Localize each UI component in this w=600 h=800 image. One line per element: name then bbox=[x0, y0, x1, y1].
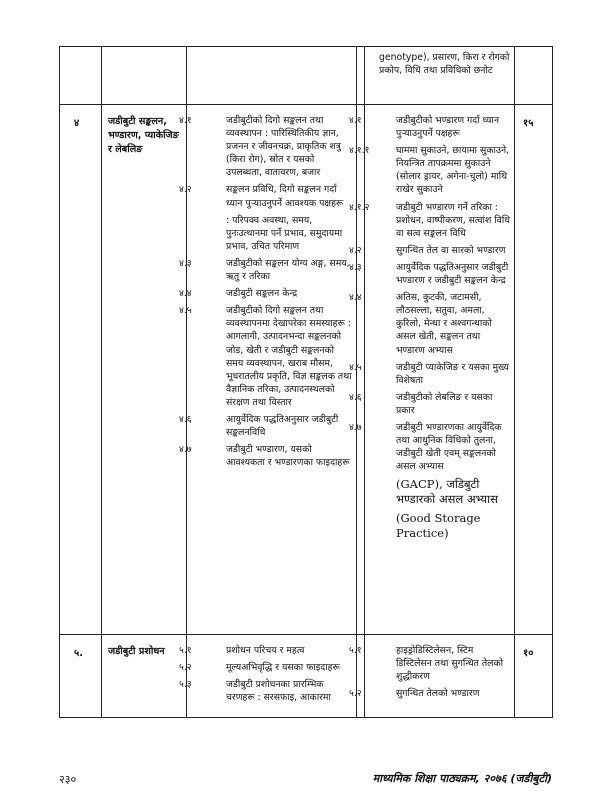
list-item bbox=[349, 391, 510, 417]
topic-cell: जडीबुटी प्रशोधन bbox=[102, 635, 187, 718]
list-item bbox=[179, 413, 352, 439]
item-text: जडीबुटी सङ्कलन केन्द्र bbox=[226, 288, 298, 300]
list-item bbox=[199, 214, 352, 253]
item-text: घाममा सुकाउने, छायामा सुकाउने, नियन्त्रित तापक्रममा सुकाउने (सोलार ड्रायर, अगेना-चुलो) माथि राखेर सुकाउने bbox=[396, 145, 510, 196]
list-item bbox=[349, 644, 510, 683]
item-number: ५.१ bbox=[179, 645, 192, 656]
item-number: ५.२ bbox=[179, 662, 192, 674]
item-text: अतिस, कुटकी, जटामसी, लौठसल्ला, सतुवा, अमला, कुरिलो, मेन्था र अश्वगन्धाको असल खेती, सङ्कलन तथा भण्डारण अभ्यास bbox=[396, 292, 492, 356]
column-separator bbox=[357, 47, 365, 105]
item-text: (Good Storage Practice) bbox=[396, 511, 481, 541]
list-item bbox=[179, 304, 352, 409]
list-item bbox=[179, 661, 352, 674]
list-item bbox=[349, 144, 510, 196]
item-text: : परिपक्व अवस्था, समय, पुनःउत्थानमा पर्ने प्रभाव, समुदायमा प्रभाव, उचित परिमाण bbox=[226, 214, 343, 252]
sn-cell: ४ bbox=[60, 105, 102, 635]
item-text: सुगन्धित तेल वा सारको भण्डारण bbox=[396, 244, 506, 256]
list-item bbox=[369, 511, 510, 541]
table-row bbox=[60, 635, 553, 718]
practical-list bbox=[349, 644, 514, 700]
practical-cell bbox=[349, 105, 515, 635]
sn-cell: ५. bbox=[60, 635, 102, 718]
item-text: हाइड्रोडिस्टिलेसन, स्टिम डिस्टिलेसन तथा सुगन्धित तेलको शुद्धीकरण bbox=[396, 645, 504, 683]
footer-title: माध्यमिक शिक्षा पाठ्यक्रम, २०७६ (जडीबुटी) bbox=[372, 772, 552, 785]
item-number: ५.३ bbox=[179, 679, 192, 691]
list-item bbox=[349, 361, 510, 387]
theory-list bbox=[179, 114, 356, 469]
list-item bbox=[179, 114, 352, 179]
item-text: आयुर्वेदिक पद्धतिअनुसार जडीबुटी सङ्कलनविधि bbox=[226, 413, 339, 439]
item-text: (GACP), जडिबुटी भण्डारको असल अभ्यास bbox=[396, 477, 498, 507]
item-number: ४.५ bbox=[349, 361, 362, 373]
hours-cell: १० bbox=[515, 635, 553, 718]
curriculum-table bbox=[59, 46, 553, 718]
item-text: जडीबुटी भण्डारण गर्ने तरिका : प्रशोधन, वाष्पीकरण, सत्वांश विधि वा सत्व सङ्कलन विधि bbox=[396, 201, 510, 239]
topic-cell bbox=[102, 47, 187, 105]
practical-list bbox=[349, 114, 514, 541]
item-number: ५.२ bbox=[349, 688, 362, 700]
list-item bbox=[179, 678, 352, 704]
theory-cell bbox=[187, 47, 357, 105]
item-text: जडीबुटीको भण्डारण गर्दा ध्यान पुऱ्याउनुपर्ने पक्षहरू bbox=[396, 115, 499, 140]
item-number: ४.२ bbox=[349, 244, 362, 256]
list-item bbox=[179, 644, 352, 657]
item-number: ४.१ bbox=[179, 115, 192, 126]
prev-row-text: genotype), प्रसारण, किरा र रोगको प्रकोप, विधि तथा प्रविधिको छनोट bbox=[379, 52, 510, 77]
hours-cell bbox=[515, 47, 553, 105]
item-number: ४.५ bbox=[179, 305, 192, 317]
item-text: जडीबुटी प्याकेजिङ र यसका मुख्य विशेषता bbox=[396, 361, 509, 386]
practical-cell bbox=[365, 47, 515, 105]
list-item bbox=[349, 244, 510, 257]
item-number: ४.७ bbox=[349, 421, 362, 433]
item-number: ४.३ bbox=[349, 261, 362, 273]
list-item bbox=[369, 477, 510, 507]
item-text: आयुर्वेदिक पद्धतिअनुसार जडीबुटी भण्डारण र जडीबुटी सङ्कलन केन्द्र bbox=[396, 261, 509, 287]
list-item bbox=[349, 114, 510, 140]
item-number: ४.३ bbox=[179, 257, 192, 269]
table-row bbox=[60, 105, 553, 635]
item-number: ४.१ bbox=[349, 115, 362, 126]
list-item bbox=[179, 183, 352, 209]
item-number: ४.१.२ bbox=[349, 201, 370, 213]
list-item bbox=[349, 291, 510, 356]
theory-cell bbox=[179, 105, 357, 635]
item-number: ४.१.१ bbox=[349, 145, 370, 157]
item-text: जडीबुटी प्रशोधनका प्रारम्भिक चरणहरू : सरसफाइ, आकारमा bbox=[226, 679, 331, 704]
item-number: ४.२ bbox=[179, 184, 192, 196]
list-item bbox=[349, 201, 510, 240]
list-item bbox=[349, 421, 510, 473]
sn-cell bbox=[60, 47, 102, 105]
item-number: ५.१ bbox=[349, 645, 362, 656]
page-number: २३० bbox=[59, 773, 77, 786]
hours-cell: १५ bbox=[515, 105, 553, 635]
item-number: ४.४ bbox=[349, 292, 362, 304]
list-item bbox=[349, 261, 510, 287]
item-text: जडीबुटी भण्डारणका आयुर्वेदिक तथा आधुनिक विधिको तुलना, जडीबुटी खेती एवम् सङ्कलनको असल अभ्यास bbox=[396, 421, 502, 473]
item-text: सङ्कलन प्रविधि, दिगो सङ्कलन गर्दा ध्यान पुऱ्याउनुपर्ने आवश्यक पक्षहरू bbox=[226, 184, 344, 209]
list-item bbox=[179, 443, 352, 469]
item-text: जडीबुटीको दिगो सङ्कलन तथा व्यवस्थापनमा देखापरेका समस्याहरू : आगलागी, उत्पादनभन्दा सङ्कलनको जोड, खेती र जडीबुटी सङ्कलनको समय व्यवस्थापन, खराब मौसम, भूधरातलीय प्रकृति, विज्ञ सङ्कलक तथा वैज्ञानिक तरिका, उत्पादनस्थलको संरक्षण तथा विस्तार bbox=[226, 305, 352, 408]
practical-cell bbox=[349, 635, 515, 718]
list-item bbox=[349, 687, 510, 700]
item-number: ४.६ bbox=[179, 413, 192, 425]
item-number: ४.४ bbox=[179, 288, 192, 300]
item-text: मूल्यअभिवृद्धि र यसका फाइदाहरू bbox=[226, 662, 340, 674]
theory-list bbox=[179, 644, 356, 704]
item-number: ४.६ bbox=[349, 391, 362, 403]
table-row bbox=[60, 47, 553, 105]
item-number: ४.७ bbox=[179, 444, 192, 456]
item-text: सुगन्धित तेलको भण्डारण bbox=[396, 688, 480, 700]
item-text: प्रशोधन परिचय र महत्व bbox=[226, 645, 305, 656]
item-text: जडीबुटीको लेबलिङ र यसका प्रकार bbox=[396, 391, 493, 416]
item-text: जडीबुटी भण्डारण, यसको आवश्यकता र भण्डारणका फाइदाहरू bbox=[226, 444, 350, 469]
item-text: जडीबुटीको सङ्कलन योग्य अङ्ग, समय, ऋतु र तरिका bbox=[226, 257, 350, 283]
list-item bbox=[179, 257, 352, 283]
list-item bbox=[179, 287, 352, 300]
topic-cell: जडीबुटी सङ्कलन, भण्डारण, प्याकेजिङ र लेबलिङ bbox=[102, 105, 187, 635]
theory-cell bbox=[179, 635, 357, 718]
item-text: जडीबुटीको दिगो सङ्कलन तथा व्यवस्थापन : पारिस्थितिकीय ज्ञान, प्रजनन र जीवनचक्र, प्राकृतिक शत्रु (किरा रोग), स्रोत र यसको उपलब्धता, वातावरण, बजार bbox=[226, 115, 341, 179]
